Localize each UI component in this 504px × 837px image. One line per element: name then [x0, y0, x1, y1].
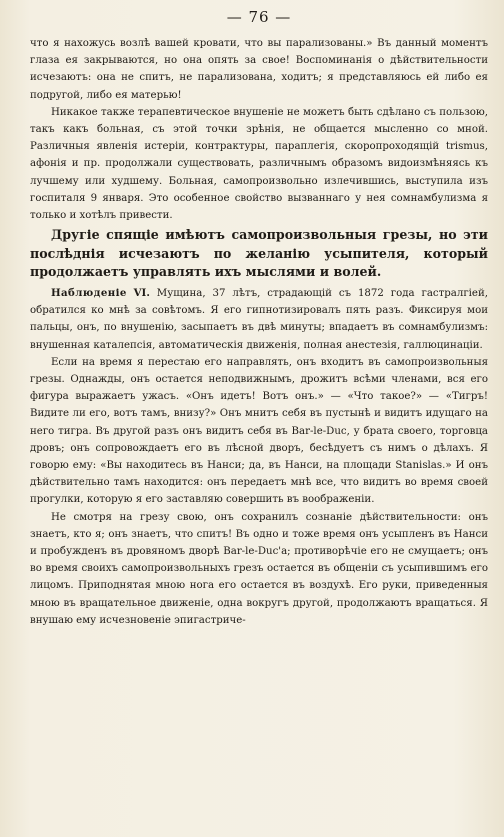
paragraph-spontaneous-dreams: Если на время я перестаю его направлять, онъ входитъ въ самопроизвольныя грезы. Однажды, онъ остается неподвижнымъ, дрожитъ всѣми членами, вся его фигура выражаетъ ужасъ. «Онъ идетъ! Вотъ онъ.» — «Что такое?» — «Тигръ! Видите ли его, вотъ тамъ, внизу?» Онъ мнитъ себя въ пустынѣ и видитъ идущаго на него тигра. Въ другой разъ онъ видитъ себя въ Bar-le-Duc, у брата своего, торговца дровъ; онъ сопровождаетъ его въ лѣсной дворъ, бесѣдуетъ съ нимъ о дѣлахъ. Я говорю ему: «Вы находитесь въ Нанси; да, въ Нанси, на площади Stanislas.» И онъ дѣйствительно тамъ находится: онъ передаетъ мнѣ все, что видитъ во время своей прогулки, которую я его заставляю совершить въ воображеніи. [30, 356, 488, 506]
observation-number: VI. [133, 287, 150, 300]
section-heading: Другіе спящіе имѣютъ самопроизвольныя грезы, но эти послѣднія исчезаютъ по желанію усыпителя, который продолжаетъ управлять ихъ мыслями и волей. [30, 227, 488, 280]
observation-text: Мущина, 37 лѣтъ, страдающій съ 1872 года гастралгіей, обратился ко мнѣ за совѣтомъ. Я его гипнотизировалъ пять разъ. Фиксируя мои пальцы, онъ, по внушенію, засыпаетъ въ двѣ минуты; впадаетъ въ сомнамбулизмъ: внушенная каталепсія, автоматическія движенія, полная анестезія, галлюцинаціи. [30, 288, 488, 351]
paragraph-continuation: что я нахожусь возлѣ вашей кровати, что вы парализованы.» Въ данный моментъ глаза ея закрываются, но она опять за свое! Воспоминанія о дѣйствительности исчезаютъ: она не спитъ, не парализована, ходитъ; я представляюсь ей либо ея подругой, либо ея матерью! [30, 38, 488, 101]
paragraph-therapeutic-suggestion: Никакое также терапевтическое внушеніе не можетъ быть сдѣлано съ пользою, такъ какъ больная, съ этой точки зрѣнія, не общается мысленно со мной. Различныя явленія истеріи, контрактуры, параплегія, скоропроходящій trismus, афонія и пр. продолжали существовать, различнымъ образомъ видоизмѣняясь къ лучшему или худшему. Больная, самопроизвольно излечившись, выступила изъ госпиталя 9 января. Это особенное свойство вызваннаго у нея сомнамбулизма я только и хотѣлъ привести. [30, 106, 488, 222]
paragraph-reality-awareness: Не смотря на грезу свою, онъ сохранилъ сознаніе дѣйствительности: онъ знаетъ, кто я; онъ знаетъ, что спитъ! Въ одно и тоже время онъ усыпленъ въ Нанси и пробужденъ въ дровяномъ дворѣ Bar-le-Duc'a; противорѣчіе его не смущаетъ; онъ во время своихъ самопроизвольныхъ грезъ остается въ общеніи съ усыпившимъ его лицомъ. Приподнятая мною нога его остается въ воздухѣ. Его руки, приведенныя мною въ вращательное движеніе, одна вокругъ другой, продолжаютъ вращаться. Я внушаю ему исчезновеніе эпигастриче- [30, 511, 488, 626]
observation-label: Наблюденіе [51, 287, 127, 300]
observation-paragraph [30, 285, 488, 354]
page-number: — 76 — [226, 8, 292, 26]
